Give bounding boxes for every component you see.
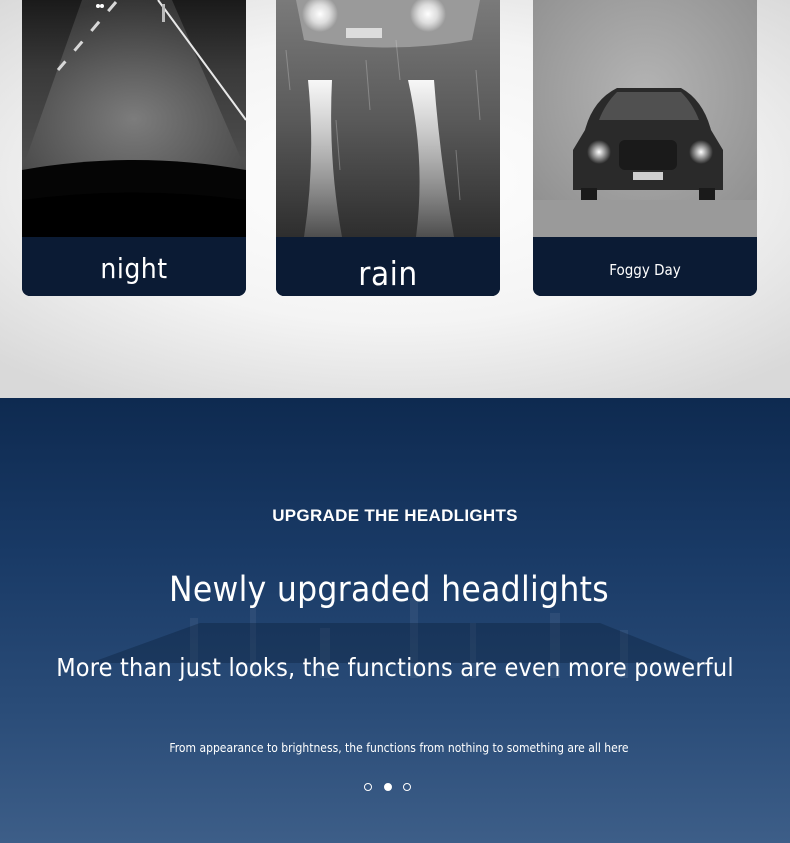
scenario-cards-section (0, 0, 790, 398)
carousel-dot-2-active[interactable] (384, 783, 392, 791)
card-label-night: night (22, 237, 246, 296)
rainy-car-photo (276, 0, 500, 237)
banner-headline: Newly upgraded headlights (169, 570, 609, 610)
banner-description: From appearance to brightness, the functions from nothing to something are all here (169, 741, 629, 755)
carousel-dot-3[interactable] (403, 783, 411, 791)
card-label-rain: rain (276, 237, 500, 296)
upgrade-feature-banner (0, 398, 790, 843)
carousel-dot-1[interactable] (364, 783, 372, 791)
scenario-card-night[interactable] (22, 0, 246, 296)
night-road-photo (22, 0, 246, 237)
foggy-car-photo (533, 0, 757, 237)
card-label-foggy-day: Foggy Day (533, 237, 757, 296)
scenario-card-rain[interactable] (276, 0, 500, 296)
banner-subheadline: More than just looks, the functions are even more powerful (56, 653, 734, 682)
banner-eyebrow: UPGRADE THE HEADLIGHTS (272, 506, 518, 525)
carousel-pagination (364, 783, 418, 793)
scenario-card-foggy-day[interactable] (533, 0, 757, 296)
banner-background-decoration (0, 398, 790, 843)
